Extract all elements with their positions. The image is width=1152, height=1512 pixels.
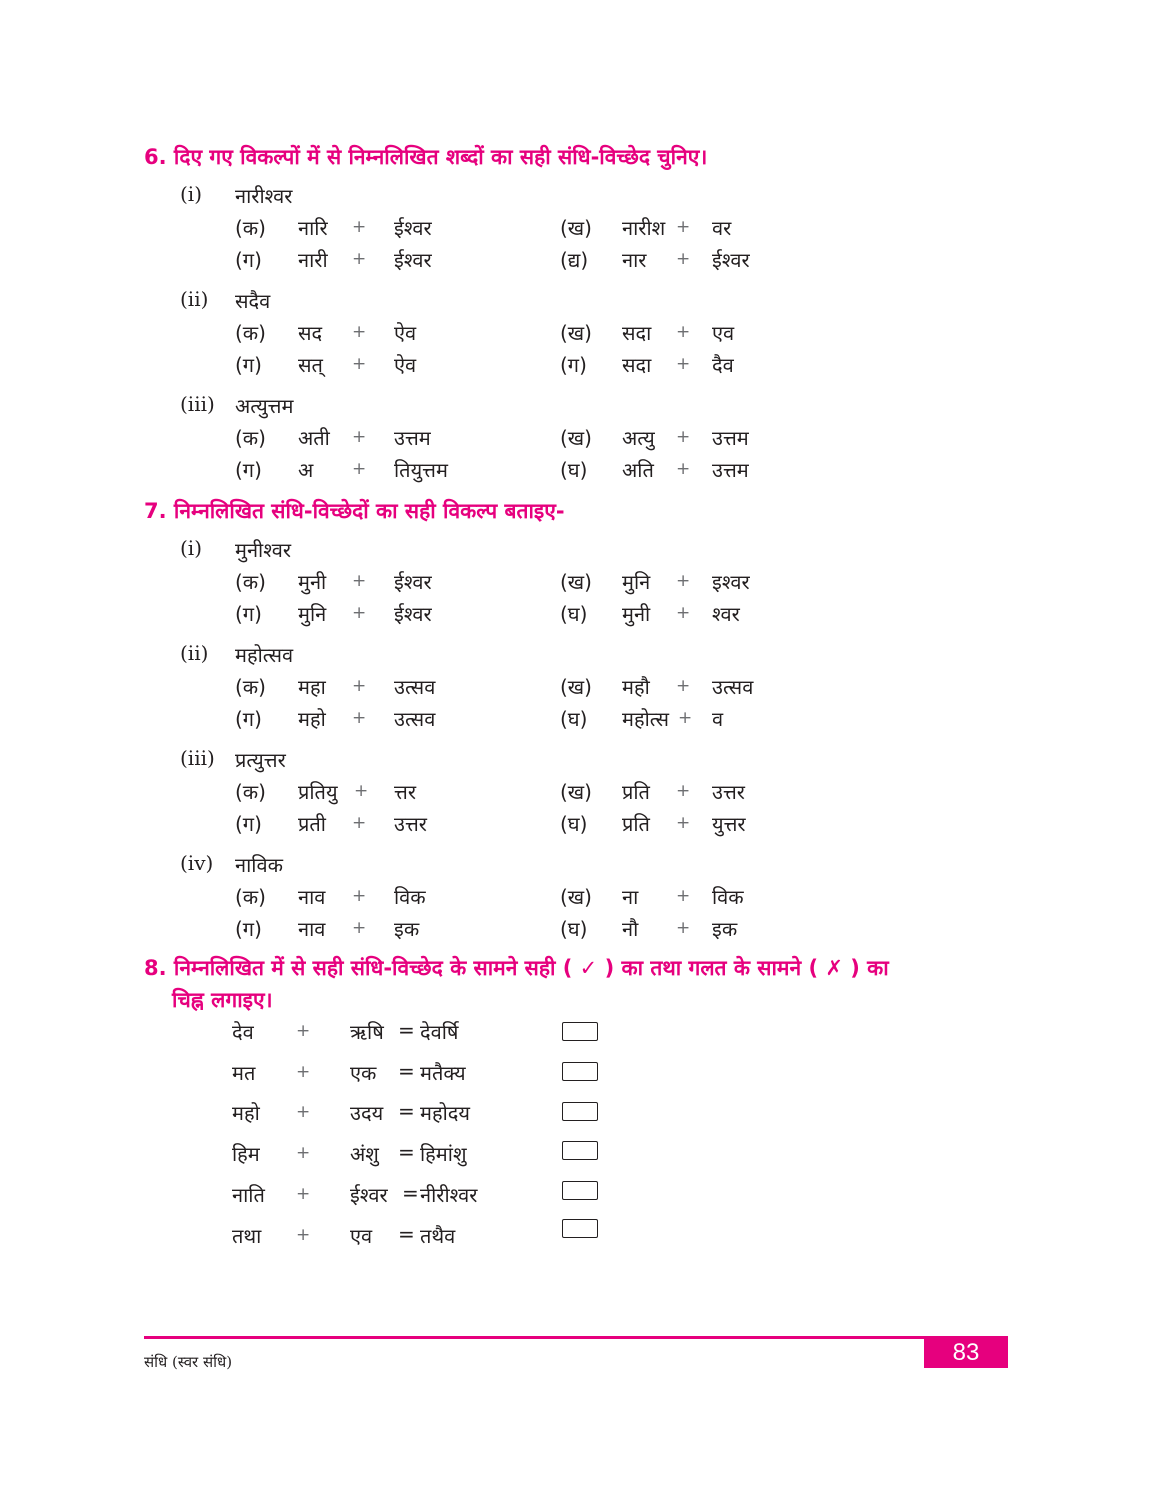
part-a: हिम [232,1142,260,1166]
option-part-a: नाव [298,917,326,941]
option-part-a: अ [298,458,314,482]
item-number: (ii) [180,287,209,311]
option-label: (ख) [560,216,592,240]
answer-checkbox[interactable] [562,1022,598,1041]
answer-checkbox[interactable] [562,1062,598,1081]
result-word: देवर्षि [420,1020,459,1044]
part-b: ईश्वर [350,1183,388,1207]
option-label: (ग) [235,458,262,482]
result-word: तथैव [420,1224,456,1248]
item-word: नारीश्वर [235,184,293,208]
plus-sign: + [352,354,367,374]
plus-sign: + [352,571,367,591]
option-part-a: महा [298,675,326,699]
plus-sign: + [352,249,367,269]
part-b: ऋषि [350,1020,384,1044]
part-b: एक [350,1061,377,1085]
plus-sign: + [352,886,367,906]
plus-sign: + [352,322,367,342]
option-part-b: उत्तम [712,426,749,450]
plus-sign: + [352,217,367,237]
part-a: देव [232,1020,254,1044]
option-part-a: सदा [622,353,652,377]
result-word: मतैक्य [420,1061,466,1085]
option-part-b: तियुत्तम [394,458,448,482]
plus-sign: + [676,886,691,906]
option-part-a: नारी [298,248,328,272]
option-label: (घ) [560,458,588,482]
option-part-a: अति [622,458,654,482]
plus-sign: + [296,1184,311,1204]
option-part-b: ऐव [394,353,417,377]
plus-sign: + [676,427,691,447]
option-part-a: नाव [298,885,326,909]
part-a: महो [232,1101,260,1125]
item-number: (iii) [180,746,215,770]
footer-rule [144,1336,1008,1339]
plus-sign: + [352,918,367,938]
option-part-a: मुनि [622,570,651,594]
option-part-b: उत्सव [394,707,436,731]
option-part-a: प्रती [298,812,326,836]
plus-sign: + [676,813,691,833]
item-number: (i) [180,536,203,560]
item-word: महोत्सव [235,643,294,667]
option-label: (ग) [235,248,262,272]
option-part-a: अत्यु [622,426,655,450]
option-label: (ग) [235,353,262,377]
option-part-b: युत्तर [712,812,746,836]
option-label: (क) [235,570,266,594]
plus-sign: + [352,813,367,833]
option-label: (क) [235,216,266,240]
option-part-a: महौ [622,675,650,699]
equals-sign: = [398,1059,415,1083]
option-label: (ग) [235,707,262,731]
option-part-b: उत्तर [712,780,745,804]
item-word: मुनीश्वर [235,538,292,562]
answer-checkbox[interactable] [562,1219,598,1238]
equals-sign: = [398,1140,415,1164]
plus-sign: + [296,1062,311,1082]
part-b: अंशु [350,1142,379,1166]
option-part-b: ईश्वर [394,216,432,240]
part-a: नाति [232,1183,265,1207]
q8-heading-line2: चिह्न लगाइए। [172,988,273,1012]
plus-sign: + [676,571,691,591]
plus-sign: + [352,427,367,447]
option-label: (ग) [560,353,587,377]
plus-sign: + [676,322,691,342]
option-part-a: नारि [298,216,328,240]
plus-sign: + [676,249,691,269]
option-part-b: ईश्वर [394,248,432,272]
option-part-b: ईश्वर [394,602,432,626]
option-label: (ग) [235,602,262,626]
option-part-a: सदा [622,321,652,345]
option-label: (घ) [560,707,588,731]
part-b: उदय [350,1101,384,1125]
q8-heading: 8. निम्नलिखित में से सही संधि-विच्छेद के सामने सही ( ✓ ) का तथा गलत के सामने ( ✗ ) का [144,956,889,980]
plus-sign: + [676,781,691,801]
option-part-a: मुनी [298,570,327,594]
option-part-a: सत् [298,353,323,377]
page-number: 83 [924,1338,1008,1368]
option-part-a: प्रति [622,812,650,836]
option-label: (घ) [560,917,588,941]
option-part-b: इश्वर [712,570,750,594]
plus-sign: + [676,676,691,696]
answer-checkbox[interactable] [562,1181,598,1200]
option-part-b: त्तर [394,780,416,804]
result-word: हिमांशु [420,1142,467,1166]
plus-sign: + [678,708,693,728]
option-label: (ख) [560,426,592,450]
item-number: (iv) [180,851,214,875]
option-label: (ख) [560,675,592,699]
option-part-a: प्रतियु [298,780,338,804]
option-part-a: प्रति [622,780,650,804]
result-word: महोदय [420,1101,470,1125]
plus-sign: + [352,676,367,696]
plus-sign: + [676,217,691,237]
option-part-a: अती [298,426,330,450]
plus-sign: + [354,781,369,801]
q6-heading: 6. दिए गए विकल्पों में से निम्नलिखित शब्दों का सही संधि-विच्छेद चुनिए। [144,145,708,169]
plus-sign: + [296,1225,311,1245]
part-b: एव [350,1224,373,1248]
option-part-b: उत्तम [394,426,431,450]
plus-sign: + [676,603,691,623]
equals-sign: = [402,1181,419,1205]
result-word: नीरीश्वर [420,1183,478,1207]
item-word: नाविक [235,853,283,877]
part-a: मत [232,1061,256,1085]
option-part-a: ना [622,885,639,909]
option-part-b: ईश्वर [394,570,432,594]
option-label: (ख) [560,885,592,909]
plus-sign: + [352,708,367,728]
option-part-b: इक [394,917,420,941]
chapter-title: संधि (स्वर संधि) [144,1353,233,1371]
option-label: (ग) [235,812,262,836]
option-part-b: विक [712,885,744,909]
option-label: (क) [235,321,266,345]
option-label: (ख) [560,780,592,804]
plus-sign: + [352,603,367,623]
option-label: (क) [235,885,266,909]
plus-sign: + [296,1021,311,1041]
plus-sign: + [676,354,691,374]
option-label: (द्य) [560,248,589,272]
option-label: (क) [235,780,266,804]
option-part-b: एव [712,321,735,345]
option-part-a: महोत्स [622,707,669,731]
option-part-b: श्वर [712,602,740,626]
part-a: तथा [232,1224,262,1248]
option-label: (घ) [560,812,588,836]
item-word: सदैव [235,289,271,313]
item-number: (ii) [180,641,209,665]
option-part-b: इक [712,917,738,941]
answer-checkbox[interactable] [562,1102,598,1121]
option-label: (ख) [560,321,592,345]
option-part-b: उत्तर [394,812,427,836]
plus-sign: + [676,459,691,479]
option-label: (क) [235,675,266,699]
option-part-b: ऐव [394,321,417,345]
option-label: (घ) [560,602,588,626]
equals-sign: = [398,1222,415,1246]
plus-sign: + [676,918,691,938]
option-part-a: नारीश [622,216,666,240]
option-part-a: मुनी [622,602,651,626]
item-word: अत्युत्तम [235,394,294,418]
option-part-a: सद [298,321,323,345]
plus-sign: + [296,1143,311,1163]
item-number: (i) [180,182,203,206]
item-word: प्रत्युत्तर [235,748,286,772]
option-label: (ख) [560,570,592,594]
option-part-b: विक [394,885,426,909]
option-part-a: नौ [622,917,639,941]
equals-sign: = [398,1018,415,1042]
option-part-b: उत्तम [712,458,749,482]
option-part-b: वर [712,216,732,240]
option-label: (क) [235,426,266,450]
option-part-b: दैव [712,353,734,377]
option-part-b: व [712,707,724,731]
option-part-a: नार [622,248,647,272]
equals-sign: = [398,1099,415,1123]
option-part-b: उत्सव [712,675,754,699]
option-part-b: उत्सव [394,675,436,699]
option-label: (ग) [235,917,262,941]
option-part-a: मुनि [298,602,327,626]
option-part-b: ईश्वर [712,248,750,272]
q7-heading: 7. निम्नलिखित संधि-विच्छेदों का सही विकल्प बताइए- [144,499,565,523]
option-part-a: महो [298,707,326,731]
plus-sign: + [296,1102,311,1122]
plus-sign: + [352,459,367,479]
answer-checkbox[interactable] [562,1141,598,1160]
item-number: (iii) [180,392,215,416]
